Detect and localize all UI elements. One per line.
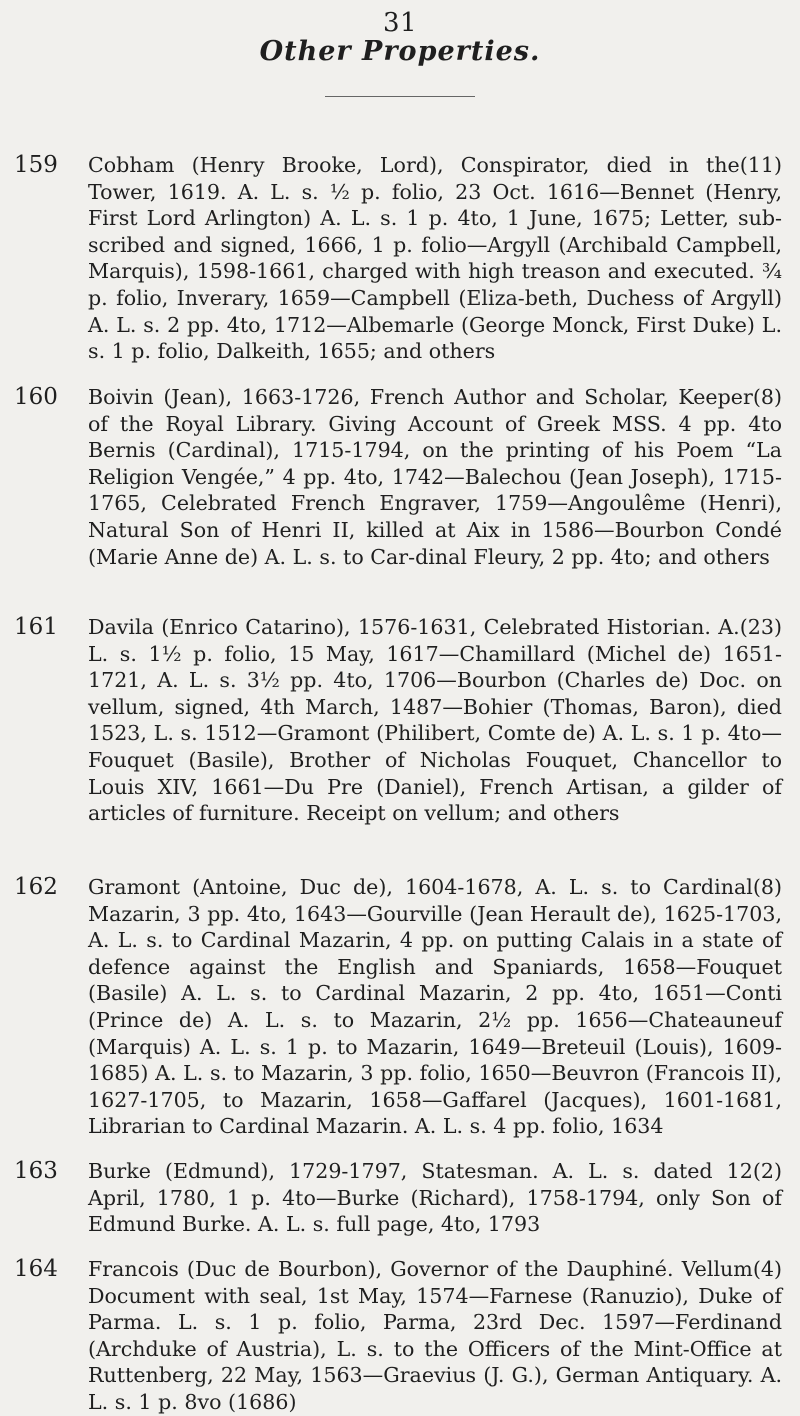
lot-count: (4): [752, 1257, 782, 1281]
lot-number: 164: [14, 1256, 58, 1282]
lot-text: Burke (Edmund), 1729-1797, Statesman. A. L. s. dated 12 April, 1780, 1 p. 4to—Burke (Richard), 1758-1794, only Son of Edmund Burke. A. L. s. full page, 4to, 1793: [88, 1159, 782, 1237]
lot-description: [88, 1256, 782, 1416]
lot-number: 162: [14, 874, 58, 900]
lot-number: 160: [14, 384, 58, 410]
lot-number: 161: [14, 614, 58, 640]
page-number: 31: [382, 8, 418, 38]
lot-description: [88, 614, 782, 827]
lot-count: (23): [739, 615, 782, 639]
lot-text: Gramont (Antoine, Duc de), 1604-1678, A. L. s. to Cardinal Mazarin, 3 pp. 4to, 1643—Gourville (Jean Herault de), 1625-1703, A. L. s. to Cardinal Mazarin, 4 pp. on putting Calais in a state of defence against the English and Spaniards, 1658—Fouquet (Basile) A. L. s. to Cardinal Mazarin, 2 pp. 4to, 1651—Conti (Prince de) A. L. s. to Mazarin, 2½ pp. 1656—Chateauneuf (Marquis) A. L. s. 1 p. to Mazarin, 1649—Breteuil (Louis), 1609-1685) A. L. s. to Mazarin, 3 pp. folio, 1650—Beuvron (Francois II), 1627-1705, to Mazarin, 1658—Gaffarel (Jacques), 1601-1681, Librarian to Cardinal Mazarin. A. L. s. 4 pp. folio, 1634: [88, 875, 782, 1139]
lot-description: [88, 874, 782, 1140]
lot-text: Davila (Enrico Catarino), 1576-1631, Celebrated Historian. A. L. s. 1½ p. folio, 15 May, 1617—Chamillard (Michel de) 1651-1721, A. L. s. 3½ pp. 4to, 1706—Bourbon (Charles de) Doc. on vellum, signed, 4th March, 1487—Bohier (Thomas, Baron), died 1523, L. s. 1512—Gramont (Philibert, Comte de) A. L. s. 1 p. 4to—Fouquet (Basile), Brother of Nicholas Fouquet, Chancellor to Louis XIV, 1661—Du Pre (Daniel), French Artisan, a gilder of articles of furniture. Receipt on vellum; and others: [88, 615, 782, 826]
lot-description: [88, 384, 782, 570]
lot-number: 159: [14, 152, 58, 178]
lot-text: Boivin (Jean), 1663-1726, French Author and Scholar, Keeper of the Royal Library. Giving Account of Greek MSS. 4 pp. 4to Bernis (Cardinal), 1715-1794, on the printing of his Poem “La Religion Vengée,” 4 pp. 4to, 1742—Balechou (Jean Joseph), 1715-1765, Celebrated French Engraver, 1759—Angoulême (Henri), Natural Son of Henri II, killed at Aix in 1586—Bourbon Condé (Marie Anne de) A. L. s. to Car-dinal Fleury, 2 pp. 4to; and others: [88, 385, 782, 569]
lot-description: [88, 1158, 782, 1238]
lot-number: 163: [14, 1158, 58, 1184]
lot-description: [88, 152, 782, 365]
lot-text: Francois (Duc de Bourbon), Governor of the Dauphiné. Vellum Document with seal, 1st May, 1574—Farnese (Ranuzio), Duke of Parma. L. s. 1 p. folio, Parma, 23rd Dec. 1597—Ferdinand (Archduke of Austria), L. s. to the Officers of the Mint-Office at Ruttenberg, 22 May, 1563—Graevius (J. G.), German Antiquary. A. L. s. 1 p. 8vo (1686): [88, 1257, 782, 1414]
lot-text: Cobham (Henry Brooke, Lord), Conspirator, died in the Tower, 1619. A. L. s. ½ p. folio, 23 Oct. 1616—Bennet (Henry, First Lord Arlington) A. L. s. 1 p. 4to, 1 June, 1675; Letter, sub-scribed and signed, 1666, 1 p. folio—Argyll (Archibald Campbell, Marquis), 1598-1661, charged with high treason and executed. ¾ p. folio, Inverary, 1659—Campbell (Eliza-beth, Duchess of Argyll) A. L. s. 2 pp. 4to, 1712—Albemarle (George Monck, First Duke) L. s. 1 p. folio, Dalkeith, 1655; and others: [88, 153, 782, 364]
lot-count: (2): [752, 1159, 782, 1183]
lot-count: (8): [752, 385, 782, 409]
lot-count: (11): [739, 153, 782, 177]
title-rule: [325, 96, 475, 97]
running-title: Other Properties.: [259, 36, 541, 67]
lot-count: (8): [752, 875, 782, 899]
